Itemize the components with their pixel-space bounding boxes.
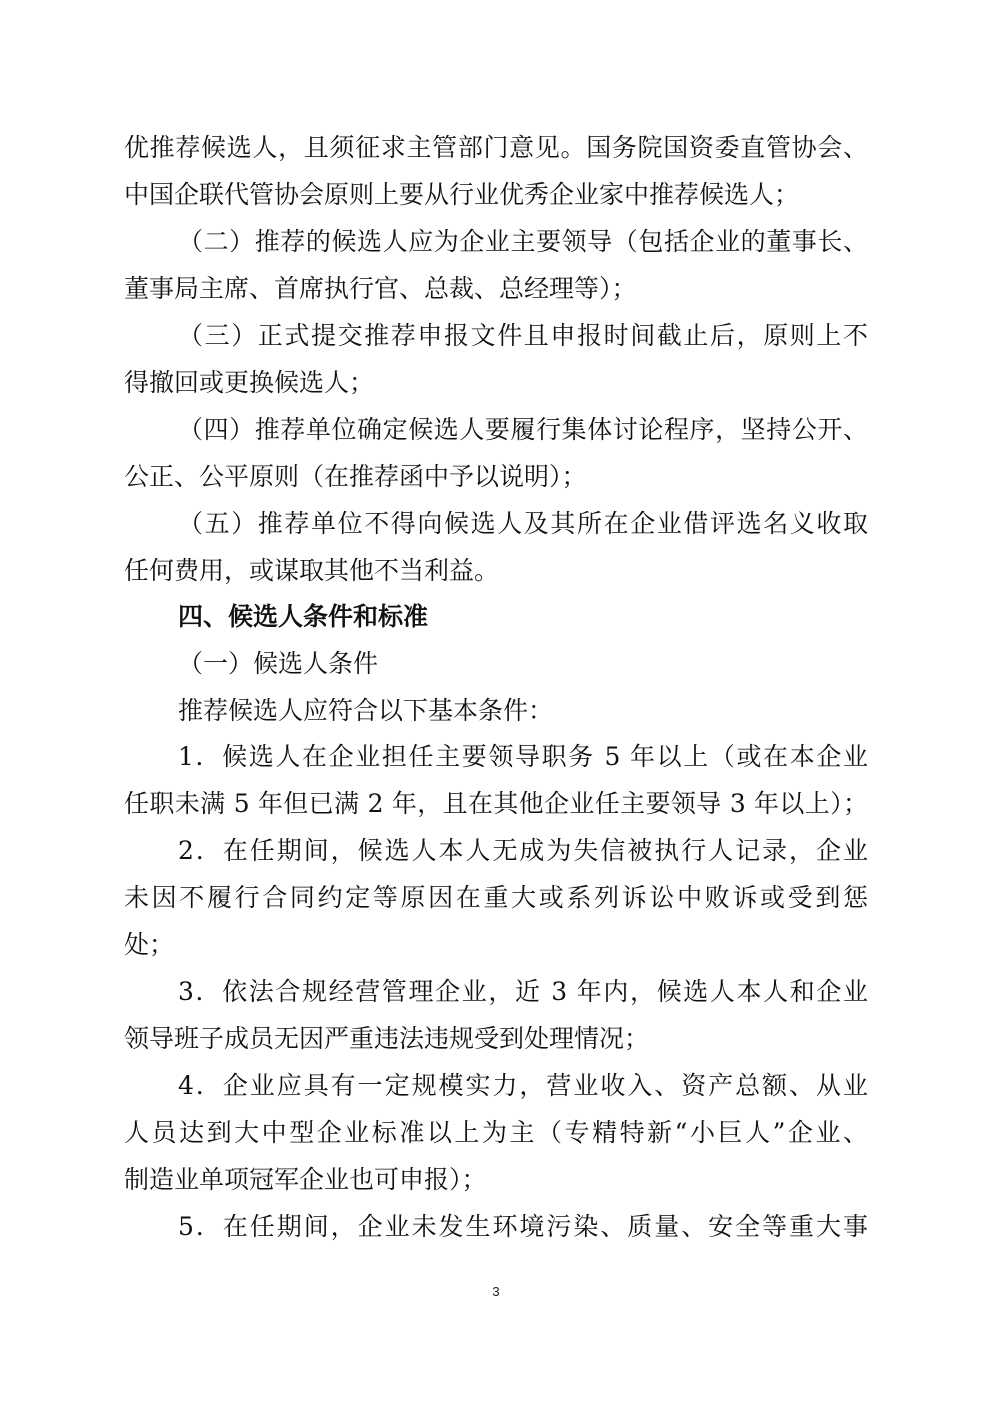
text-line: 5．在任期间，企业未发生环境污染、质量、安全等重大事 (178, 1212, 868, 1241)
text-line: 处； (124, 930, 175, 959)
text-line: 优推荐候选人，且须征求主管部门意见。国务院国资委直管协会、 (124, 133, 868, 162)
text-line: 任何费用，或谋取其他不当利益。 (124, 556, 500, 585)
text-line: 制造业单项冠军企业也可申报）； (124, 1165, 487, 1194)
text-line: （四）推荐单位确定候选人要履行集体讨论程序，坚持公开、 (178, 415, 868, 444)
text-line: 1．候选人在企业担任主要领导职务 5 年以上（或在本企业 (178, 742, 868, 771)
text-line: 未因不履行合同约定等原因在重大或系列诉讼中败诉或受到惩 (124, 883, 868, 912)
text-line: 人员达到大中型企业标准以上为主（专精特新“小巨人”企业、 (124, 1118, 868, 1147)
text-line: 任职未满 5 年但已满 2 年，且在其他企业任主要领导 3 年以上）； (124, 789, 868, 818)
text-line: 3．依法合规经营管理企业，近 3 年内，候选人本人和企业 (178, 977, 868, 1006)
text-line: 中国企联代管协会原则上要从行业优秀企业家中推荐候选人； (124, 180, 800, 209)
text-line: 2．在任期间，候选人本人无成为失信被执行人记录，企业 (178, 836, 868, 865)
text-line: 公正、公平原则（在推荐函中予以说明）； (124, 462, 587, 491)
text-line: 董事局主席、首席执行官、总裁、总经理等）； (124, 274, 637, 303)
page-number: 3 (492, 1284, 500, 1299)
text-line: 4．企业应具有一定规模实力，营业收入、资产总额、从业 (178, 1071, 868, 1100)
text-line: 得撤回或更换候选人； (124, 368, 375, 397)
text-line: 推荐候选人应符合以下基本条件： (178, 696, 554, 725)
text-line: （二）推荐的候选人应为企业主要领导（包括企业的董事长、 (178, 227, 868, 256)
section-heading: 四、候选人条件和标准 (178, 602, 429, 631)
text-line: （五）推荐单位不得向候选人及其所在企业借评选名义收取 (178, 509, 868, 538)
text-line: 领导班子成员无因严重违法违规受到处理情况； (124, 1024, 650, 1053)
subsection-heading: （一）候选人条件 (178, 649, 379, 678)
text-line: （三）正式提交推荐申报文件且申报时间截止后，原则上不 (178, 321, 868, 350)
